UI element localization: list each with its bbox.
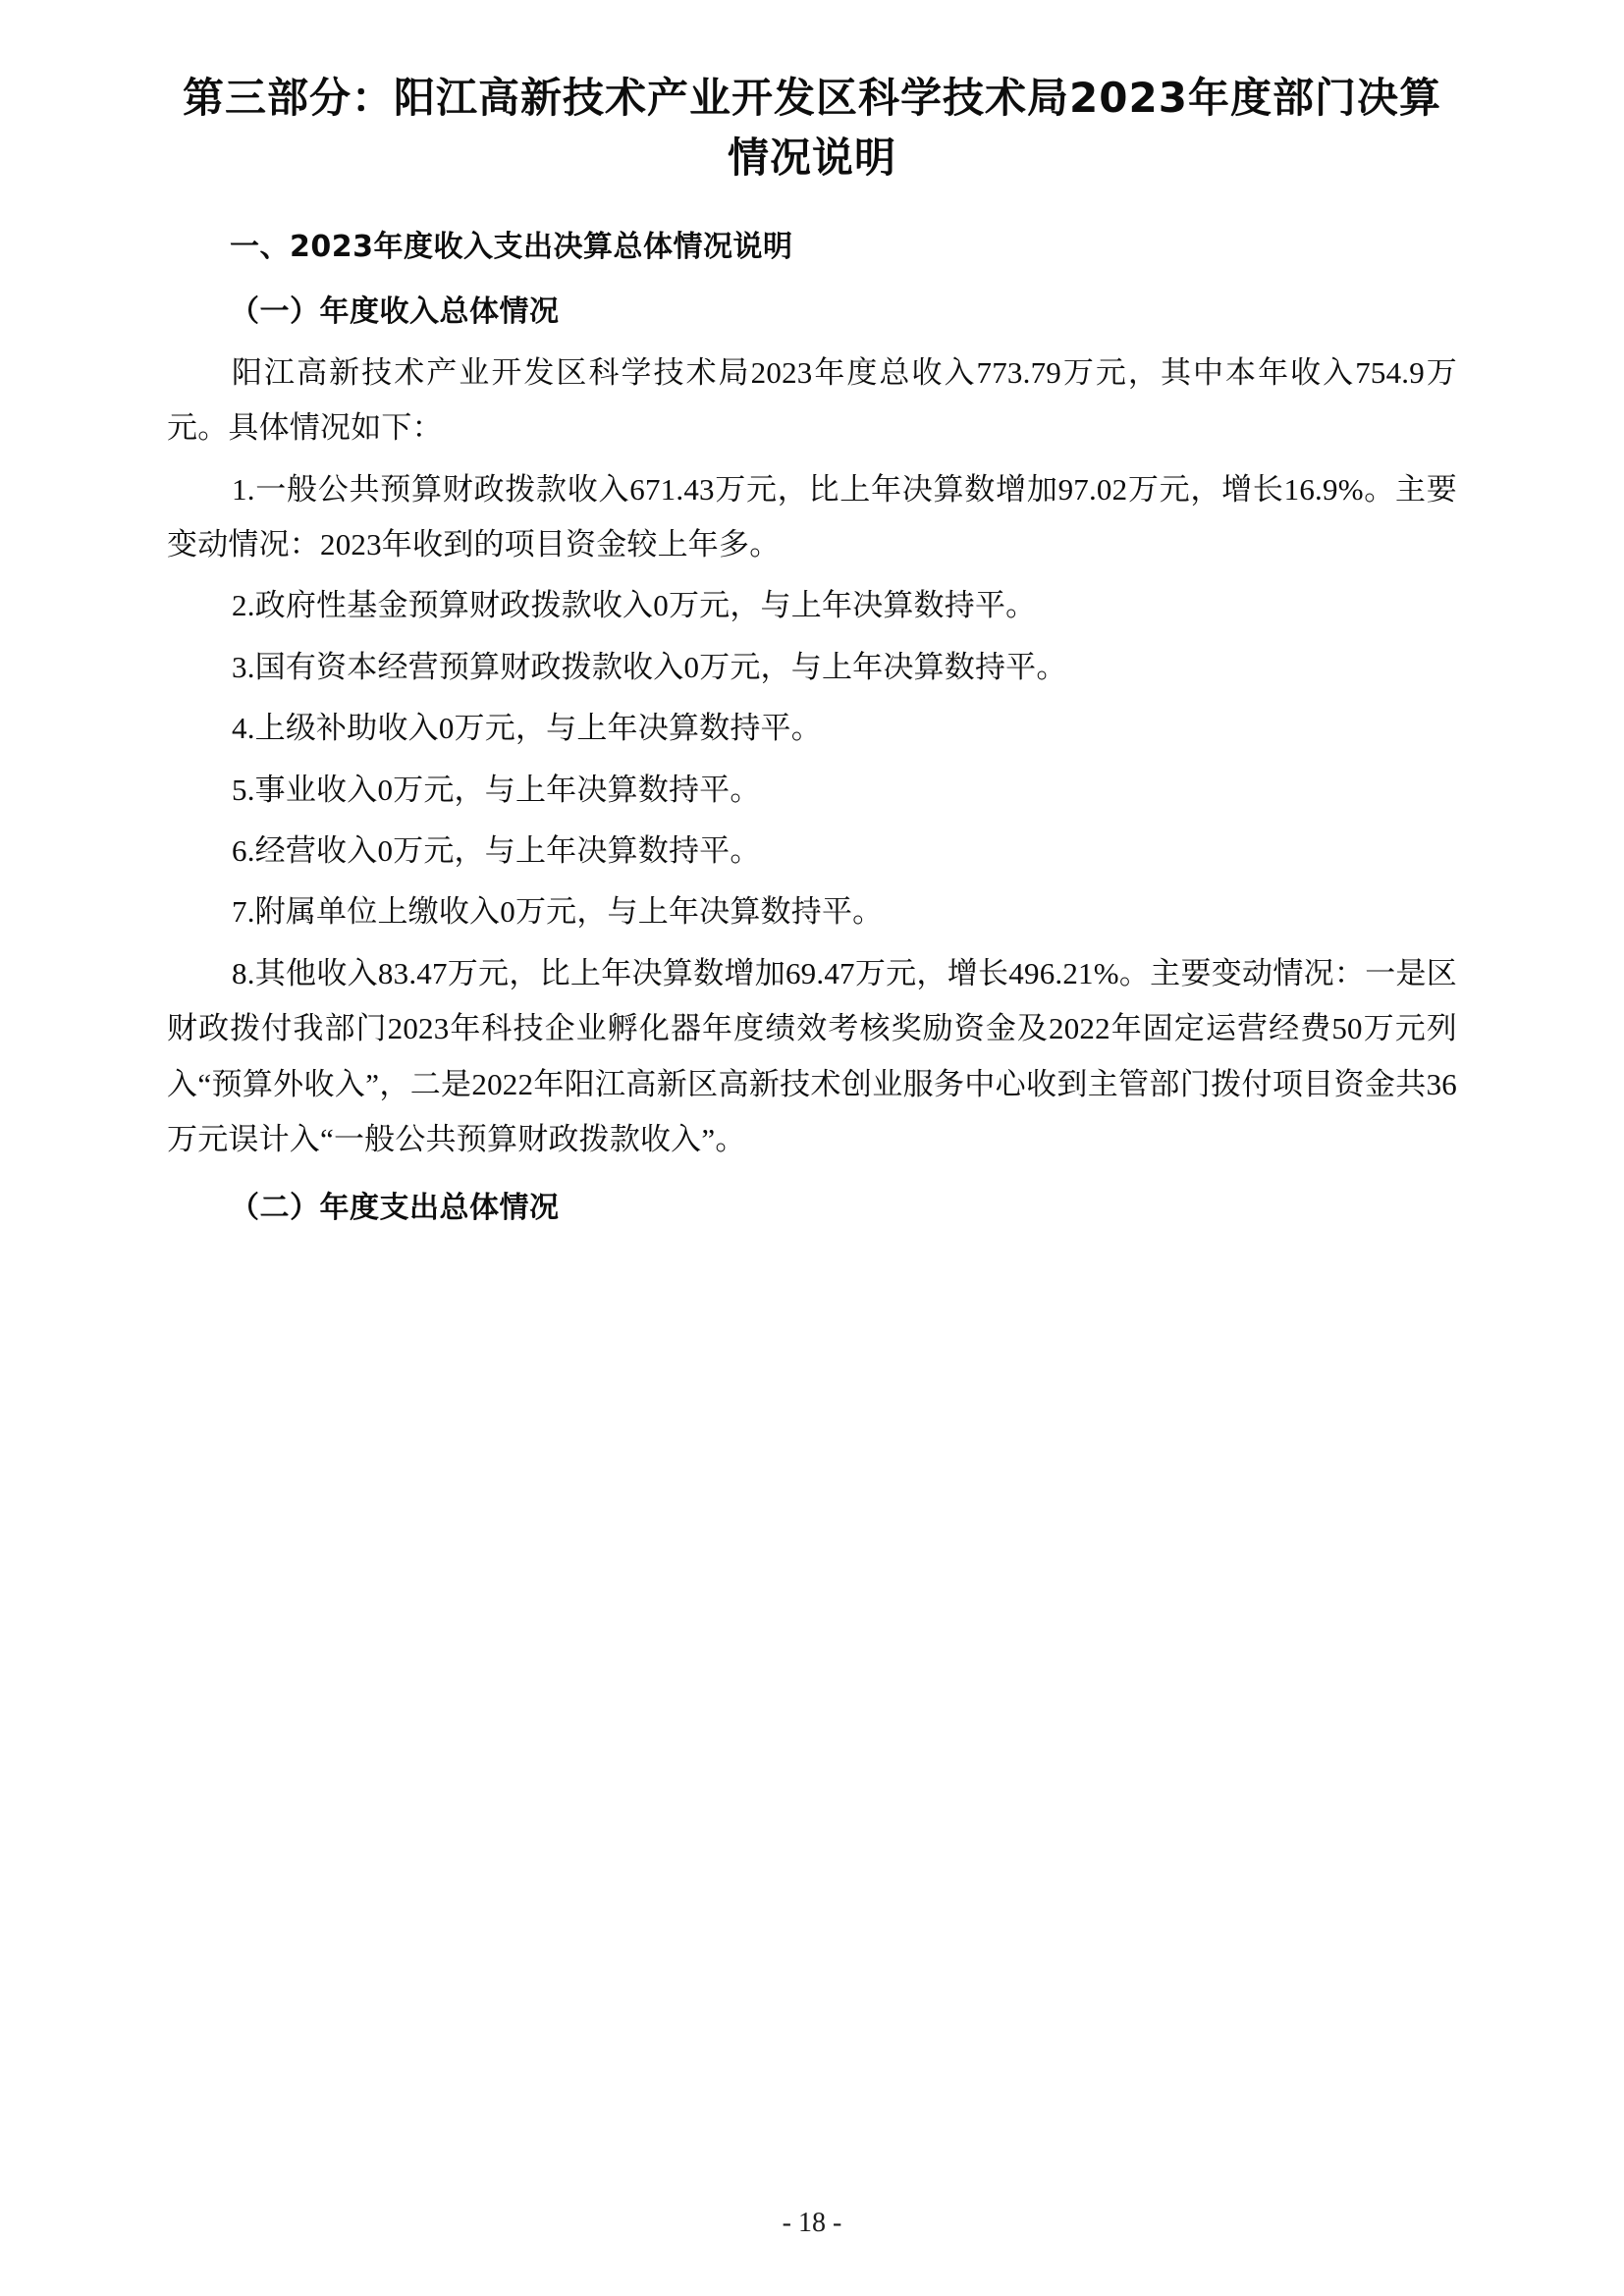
paragraph-item-4: 4.上级补助收入0万元，与上年决算数持平。 <box>232 711 822 746</box>
paragraph-item-6: 6.经营收入0万元，与上年决算数持平。 <box>232 833 761 869</box>
page-number: - 18 - <box>782 2208 842 2238</box>
subsection-heading-income: （一）年度收入总体情况 <box>230 294 560 329</box>
paragraph-item-1: 1.一般公共预算财政拨款收入671.43万元，比上年决算数增加97.02万元，增长16.9%。主要变动情况：2023年收到的项目资金较上年多。 <box>167 471 1457 561</box>
paragraph-intro: 阳江高新技术产业开发区科学技术局2023年度总收入773.79万元，其中本年收入754.9万元。具体情况如下： <box>167 354 1457 446</box>
paragraph-item-2: 2.政府性基金预算财政拨款收入0万元，与上年决算数持平。 <box>232 588 1037 623</box>
subsection-heading-expenditure: （二）年度支出总体情况 <box>230 1191 560 1226</box>
paragraph-item-3: 3.国有资本经营预算财政拨款收入0万元，与上年决算数持平。 <box>232 649 1067 684</box>
paragraph-item-5: 5.事业收入0万元，与上年决算数持平。 <box>232 772 761 807</box>
section-heading-1: 一、2023年度收入支出决算总体情况说明 <box>230 229 793 264</box>
paragraph-item-8: 8.其他收入83.47万元，比上年决算数增加69.47万元，增长496.21%。主要变动情况：一是区财政拨付我部门2023年科技企业孵化器年度绩效考核奖励资金及2022年固定运营经费50万元列入“预算外收入”，二是2022年阳江高新区高新技术创业服务中心收到主管部门拨付项目资金共36万元误计入“一般公共预算财政拨款收入”。 <box>167 955 1457 1157</box>
page-title: 第三部分：阳江高新技术产业开发区科学技术局2023年度部门决算情况说明 <box>183 74 1441 182</box>
paragraph-item-7: 7.附属单位上缴收入0万元，与上年决算数持平。 <box>232 894 884 930</box>
